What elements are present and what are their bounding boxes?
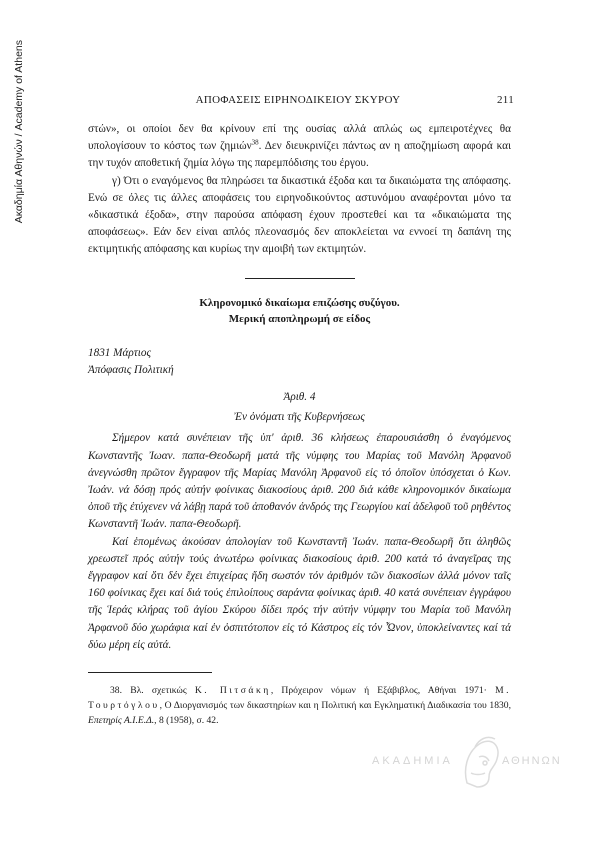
page-number: 211 xyxy=(497,94,514,106)
watermark-text-left: ΑΚΑΔΗΜΙΑ xyxy=(372,755,453,767)
decision-number: Ἀριθ. 4 xyxy=(283,391,316,404)
decision-invocation: Ἐν ὀνόματι τῆς Κυβερνήσεως xyxy=(234,411,365,424)
watermark-text-right: ΑΘΗΝΩΝ xyxy=(502,755,562,767)
decision-paragraph-2: Καί ἑπομένως ἀκούσαν ἀπολογίαν τοῦ Κωνσταντῆ Ἰωάν. παπα-Θεοδωρῆ ὅτι ἀληθῶς χρεωστεῖ πρός αὐτήν τούς ἀνωτέρω φοίνικας διακοσίους ἀριθ. 200 κατά τό ἀναγεῖρας της ἔγγραφον καί ὅτι δέν ἔχει ἐπιχείρας ἤδη σωστόν τόν ἀριθμόν τῶν διακοσίων ἀλλά μόνον ταῖς 160 φοίνικας ἔχει καί διά τούς ἐπιλοίπους σαράντα φοίνικας ἀριθ. 40 κατά συνέπειαν ἐγγράφου τῆς Ἱεράς κλήρας τοῦ ἁγίου Σκύρου δίδει πρός τήν αὐτήν νύμφην του Μαρία τοῦ Μανόλη Ἀρφανοῦ δύο χωράφια καί ἐν ὀσπιτότοπον εἰς τό Κάστρος εἰς τόν Ὦνον, ὑποκλείναντες καί τά δύω μέρη εἰς αὐτά. xyxy=(88,535,511,651)
paragraph-continuation: στών», οι οποίοι δεν θα κρίνουν επί της ουσίας αλλά απλώς ως εμπειροτέχνες θα υπολογίσουν το κόστος των ζημιών$^{38}$. Δεν διευκρινίζει πάντως αν η αποζημίωση αφορά και την τυχόν αποθετική ζημία λόγω της παρεμπόδισης του έργου. xyxy=(88,123,511,170)
footnote-divider xyxy=(88,672,212,673)
decision-type: Ἀπόφασις Πολιτική xyxy=(88,363,174,376)
running-title: ΑΠΟΦΑΣΕΙΣ ΕΙΡΗΝΟΔΙΚΕΙΟΥ ΣΚΥΡΟΥ xyxy=(195,94,401,106)
paragraph-costs: γ) Ότι ο εναγόμενος θα πληρώσει τα δικαστικά έξοδα και τα δικαιώματα της απόφασης. Ενώ σε όλες τις άλλες αποφάσεις του ειρηνοδικούντος αστυνόμου αναφέρονται μόνο τα «δικαστικά έξοδα», στην παρούσα απόφαση έχουν προστεθεί και τα «δικαιώματα της αποφάσεως». Εάν δεν είναι απλός πλεονασμός δεν αποκλείεται να εννοεί τη δαπάνη της εκτιμητικής απόφασης και κυρίως την αμοιβή των εκτιμητών. xyxy=(88,174,511,256)
running-header xyxy=(88,94,514,110)
section-divider xyxy=(245,278,355,279)
decision-meta xyxy=(88,345,511,379)
footnote-ref: 38 xyxy=(251,138,259,147)
decision-date: 1831 Μάρτιος xyxy=(88,346,151,359)
academy-watermark xyxy=(362,725,562,795)
section-title: Κληρονομικό δικαίωμα επιζώσης συζύγου. Μερική αποπληρωμή σε είδος xyxy=(199,296,400,325)
decision-paragraph-1: Σήμερον κατά συνέπειαν τῆς ὑπ' ἀριθ. 36 κλήσεως ἐπαρουσιάσθη ὁ ἐναγόμενος Κωνσταντῆς Ἰωαν. παπα-Θεοδωρῆ ματά τῆς νύμφης του Μαρίας τοῦ Μανόλη Ἀρφανοῦ ἀνεγνώσθη πρῶτον ἔγγραφον τῆς Μαρίας Μανόλη Ἀρφανοῦ εἰς τό ὁποῖον ὑπόσχεται ὁ Κων. Ἰωάν. νά δόσῃ πρός αὐτήν φοίνικας διακοσίους ἀριθ. 200 διά κάθε κληρονομικόν δικαίωμα ὁποῦ τῆς ἐτύχενεν νά λάβῃ παρά τοῦ ἀποθανόν ἀνδρός της Γεωργίου καί ἀδελφοῦ τοῦ ρηθέντος Κωνσταντῆ Ἰωάν. παπα-Θεοδωρῆ. xyxy=(88,432,511,531)
footnote-38: 38. Βλ. σχετικώς Κ. Πιτσάκη, Πρόχειρον νόμων ή Εξάβιβλος, Αθήναι 1971· Μ. Τουρτόγλου, Ο Διοργανισμός των δικαστηρίων και η Πολιτική και Εγκληματική Διαδικασία του 1830, Επετηρίς Α.Ι.Ε.Δ., 8 (1958), σ. 42. xyxy=(88,685,512,727)
archive-side-label: Ακαδημία Αθηνών / Academy of Athens xyxy=(13,40,25,224)
athena-head-icon xyxy=(457,733,505,791)
page-body xyxy=(88,121,511,728)
